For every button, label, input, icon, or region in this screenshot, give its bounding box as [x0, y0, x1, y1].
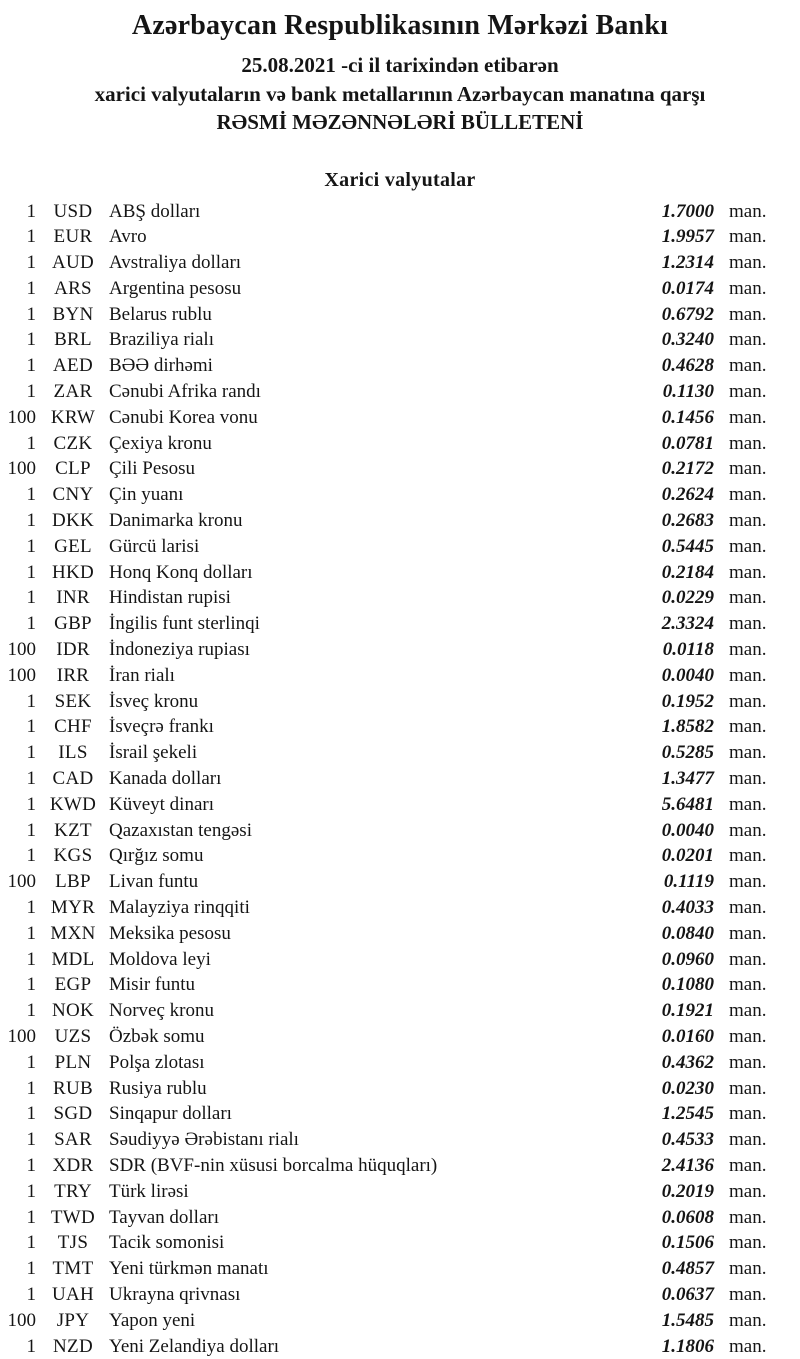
currency-name: Rusiya rublu: [109, 1077, 207, 1099]
currency-row: [0, 302, 800, 328]
currency-quantity: 1: [26, 1000, 36, 1022]
currency-name: İngilis funt sterlinqi: [109, 613, 260, 635]
currency-code: SGD: [53, 1103, 93, 1125]
currency-rate: 1.7000: [661, 200, 714, 222]
currency-name: İsrail şekeli: [109, 742, 198, 764]
currency-name: Belarus rublu: [109, 303, 212, 325]
currency-rate: 0.1921: [661, 1000, 714, 1022]
currency-row: [0, 843, 800, 869]
currency-unit-label: man.: [729, 303, 767, 325]
currency-name: Qırğız somu: [109, 845, 204, 867]
currency-rate: 2.4136: [661, 1154, 714, 1176]
currency-unit-label: man.: [729, 226, 767, 248]
currency-code: TMT: [52, 1258, 94, 1280]
currency-code: TRY: [54, 1180, 92, 1202]
currency-quantity: 1: [26, 1258, 36, 1280]
currency-row: [0, 1205, 800, 1231]
currency-name: Hindistan rupisi: [109, 587, 231, 609]
currency-row: [0, 1308, 800, 1334]
currency-name: Yeni Zelandiya dolları: [109, 1335, 280, 1357]
currency-code: MXN: [50, 922, 96, 944]
currency-quantity: 1: [26, 793, 36, 815]
currency-rate: 0.2184: [661, 561, 714, 583]
currency-name: Çin yuanı: [109, 484, 184, 506]
currency-unit-label: man.: [729, 639, 767, 661]
currency-quantity: 1: [26, 303, 36, 325]
currency-rate: 0.0118: [662, 639, 714, 661]
currency-name: SDR (BVF-nin xüsusi borcalma hüquqları): [109, 1154, 438, 1176]
currency-code: TJS: [57, 1232, 89, 1254]
currency-unit-label: man.: [729, 768, 767, 790]
currency-row: [0, 1230, 800, 1256]
currency-rate: 2.3324: [661, 613, 714, 635]
currency-quantity: 1: [26, 1077, 36, 1099]
currency-row: [0, 456, 800, 482]
currency-row: [0, 637, 800, 663]
currency-rate: 0.1506: [661, 1232, 714, 1254]
currency-unit-label: man.: [729, 561, 767, 583]
currency-name: Meksika pesosu: [109, 922, 231, 944]
currency-row: [0, 508, 800, 534]
currency-rate: 0.2683: [661, 510, 714, 532]
currency-unit-label: man.: [729, 406, 767, 428]
currency-rate: 0.0160: [661, 1026, 714, 1047]
currency-rate: 1.8582: [661, 716, 714, 738]
currency-unit-label: man.: [729, 1129, 767, 1151]
currency-quantity: 1: [26, 1335, 36, 1357]
currency-quantity: 1: [26, 922, 36, 944]
currency-unit-label: man.: [729, 355, 767, 377]
subject-line: xarici valyutaların və bank metallarının Azərbaycan manatına qarşı: [94, 81, 706, 106]
currency-rate: 0.5285: [661, 742, 714, 764]
currency-rate: 0.4857: [661, 1258, 714, 1280]
currency-rate: 0.4362: [661, 1051, 714, 1073]
currency-row: [0, 276, 800, 302]
currency-rate: 0.0229: [661, 587, 714, 609]
currency-quantity: 1: [26, 613, 36, 635]
currency-unit-label: man.: [729, 613, 767, 635]
currency-name: Polşa zlotası: [109, 1051, 205, 1073]
currency-name: Səudiyyə Ərəbistanı rialı: [109, 1129, 299, 1151]
currency-row: [0, 792, 800, 818]
currency-name: Braziliya rialı: [109, 329, 214, 351]
currency-code: CZK: [53, 432, 93, 454]
currency-code: LBP: [55, 871, 91, 893]
currency-quantity: 1: [26, 1103, 36, 1125]
currency-rate: 0.0201: [661, 845, 714, 867]
currency-quantity: 1: [26, 1180, 36, 1202]
currency-name: ABŞ dolları: [109, 200, 201, 222]
currency-code: BRL: [54, 329, 92, 351]
currency-rate: 0.0840: [661, 922, 714, 944]
currency-code: KZT: [54, 819, 92, 841]
currency-rate: 0.1119: [663, 871, 714, 893]
currency-rate: 0.2019: [661, 1180, 714, 1202]
currency-code: GEL: [54, 535, 92, 557]
currency-row: [0, 1256, 800, 1282]
currency-rate: 0.1952: [661, 690, 714, 712]
currency-rate: 1.1806: [661, 1335, 714, 1357]
currency-row: [0, 1127, 800, 1153]
currency-quantity: 100: [7, 1026, 36, 1047]
currency-name: Kanada dolları: [109, 768, 222, 790]
currency-code: INR: [56, 587, 90, 609]
currency-quantity: 1: [26, 252, 36, 274]
currency-code: NOK: [51, 1000, 95, 1022]
currency-row: [0, 611, 800, 637]
currency-name: Avro: [109, 226, 147, 248]
currency-name: Gürcü larisi: [109, 535, 200, 557]
currency-rate: 0.0960: [661, 948, 714, 970]
currency-code: XDR: [52, 1154, 94, 1176]
currency-name: Norveç kronu: [109, 1000, 214, 1022]
currency-unit-label: man.: [729, 484, 767, 506]
currency-code: NZD: [53, 1335, 93, 1357]
currency-row: [0, 947, 800, 973]
currency-row: [0, 921, 800, 947]
currency-row: [0, 1024, 800, 1050]
currency-rate: 0.0174: [661, 277, 714, 299]
currency-row: [0, 482, 800, 508]
currency-row: [0, 353, 800, 379]
currency-unit-label: man.: [729, 690, 767, 712]
currency-row: [0, 818, 800, 844]
currency-rate: 0.0040: [661, 819, 714, 841]
currency-name: Yapon yeni: [109, 1309, 196, 1331]
currency-quantity: 1: [26, 535, 36, 557]
currency-unit-label: man.: [729, 432, 767, 454]
currency-rate: 1.2545: [661, 1103, 714, 1125]
currency-row: [0, 1282, 800, 1308]
currency-name: Argentina pesosu: [109, 277, 242, 299]
currency-code: ZAR: [53, 381, 93, 403]
currency-name: Yeni türkmən manatı: [109, 1258, 269, 1280]
currency-unit-label: man.: [729, 252, 767, 274]
currency-quantity: 1: [26, 690, 36, 712]
currency-unit-label: man.: [729, 664, 767, 686]
currency-code: AUD: [51, 252, 95, 274]
currency-row: [0, 740, 800, 766]
currency-unit-label: man.: [729, 277, 767, 299]
currency-unit-label: man.: [729, 329, 767, 351]
section-title-foreign-currencies: Xarici valyutalar: [324, 168, 476, 191]
currency-row: [0, 224, 800, 250]
currency-rate: 0.3240: [661, 329, 714, 351]
currency-name: Özbək somu: [109, 1026, 205, 1047]
currency-row: [0, 972, 800, 998]
currency-name: Türk lirəsi: [109, 1180, 189, 1202]
currency-unit-label: man.: [729, 1335, 767, 1357]
currency-rate: 0.2624: [661, 484, 714, 506]
currency-unit-label: man.: [729, 819, 767, 841]
currency-quantity: 1: [26, 329, 36, 351]
currency-code: ILS: [58, 742, 88, 764]
currency-unit-label: man.: [729, 716, 767, 738]
currency-quantity: 1: [26, 948, 36, 970]
currency-code: IDR: [56, 639, 90, 661]
currency-code: TWD: [50, 1206, 96, 1228]
currency-rate: 0.1456: [661, 406, 714, 428]
currency-row: [0, 998, 800, 1024]
currency-code: IRR: [56, 664, 90, 686]
currency-name: İndoneziya rupiası: [109, 639, 250, 661]
currency-unit-label: man.: [729, 1051, 767, 1073]
currency-row: [0, 327, 800, 353]
currency-unit-label: man.: [729, 381, 767, 403]
currency-code: CNY: [52, 484, 94, 506]
currency-unit-label: man.: [729, 845, 767, 867]
currency-code: PLN: [54, 1051, 92, 1073]
currency-row: [0, 560, 800, 586]
currency-rate: 0.0637: [661, 1283, 714, 1305]
currency-quantity: 1: [26, 510, 36, 532]
currency-row: [0, 585, 800, 611]
currency-code: EUR: [53, 226, 93, 248]
currency-quantity: 1: [26, 561, 36, 583]
currency-quantity: 1: [26, 1232, 36, 1254]
currency-name: Cənubi Afrika randı: [109, 381, 261, 403]
currency-row: [0, 1076, 800, 1102]
currency-rate: 0.0230: [661, 1077, 714, 1099]
currency-code: ARS: [54, 277, 92, 299]
currency-unit-label: man.: [729, 742, 767, 764]
currency-code: HKD: [51, 561, 95, 583]
currency-quantity: 1: [26, 974, 36, 996]
bulletin-title-line: RƏSMİ MƏZƏNNƏLƏRİ BÜLLETENİ: [216, 110, 584, 134]
currency-code: DKK: [51, 510, 95, 532]
currency-name: Misir funtu: [109, 974, 196, 996]
currency-unit-label: man.: [729, 793, 767, 815]
currency-unit-label: man.: [729, 1077, 767, 1099]
currency-rate: 0.5445: [661, 535, 714, 557]
currency-unit-label: man.: [729, 871, 767, 893]
currency-name: Honq Konq dolları: [109, 561, 253, 583]
currency-quantity: 1: [26, 742, 36, 764]
currency-code: CHF: [54, 716, 92, 738]
currency-unit-label: man.: [729, 1103, 767, 1125]
currency-rate: 1.3477: [661, 768, 714, 790]
currency-quantity: 1: [26, 768, 36, 790]
currency-unit-label: man.: [729, 1000, 767, 1022]
currency-rate: 5.6481: [661, 793, 714, 815]
currency-name: Livan funtu: [109, 871, 199, 893]
currency-name: Sinqapur dolları: [109, 1103, 232, 1125]
currency-quantity: 1: [26, 226, 36, 248]
currency-quantity: 100: [7, 1309, 36, 1331]
currency-rates-table: [0, 199, 800, 1359]
currency-unit-label: man.: [729, 458, 767, 480]
bank-title: Azərbaycan Respublikasının Mərkəzi Bankı: [131, 10, 669, 41]
currency-rate: 0.0608: [661, 1206, 714, 1228]
currency-row: [0, 766, 800, 792]
currency-name: İran rialı: [109, 664, 175, 686]
currency-name: Tayvan dolları: [109, 1206, 219, 1228]
currency-code: BYN: [52, 303, 94, 325]
currency-row: [0, 714, 800, 740]
currency-quantity: 1: [26, 716, 36, 738]
currency-rate: 1.2314: [661, 252, 714, 274]
currency-code: MYR: [50, 897, 96, 919]
currency-row: [0, 663, 800, 689]
currency-unit-label: man.: [729, 535, 767, 557]
currency-row: [0, 1153, 800, 1179]
currency-rate: 0.4533: [661, 1129, 714, 1151]
currency-row: [0, 869, 800, 895]
currency-unit-label: man.: [729, 1180, 767, 1202]
currency-code: AED: [53, 355, 93, 377]
currency-name: BƏƏ dirhəmi: [109, 355, 213, 377]
currency-unit-label: man.: [729, 510, 767, 532]
currency-quantity: 1: [26, 819, 36, 841]
currency-code: MDL: [51, 948, 95, 970]
currency-quantity: 100: [7, 458, 36, 480]
currency-unit-label: man.: [729, 1026, 767, 1047]
currency-rate: 0.2172: [661, 458, 714, 480]
currency-quantity: 1: [26, 1129, 36, 1151]
currency-row: [0, 1101, 800, 1127]
currency-rate: 0.0781: [661, 432, 714, 454]
currency-rate: 1.9957: [661, 226, 714, 248]
currency-row: [0, 1179, 800, 1205]
currency-name: Küveyt dinarı: [109, 793, 215, 815]
effective-date-line: 25.08.2021 -ci il tarixindən etibarən: [241, 53, 559, 77]
currency-code: GBP: [54, 613, 92, 635]
currency-unit-label: man.: [729, 974, 767, 996]
currency-quantity: 1: [26, 432, 36, 454]
currency-name: İsveçrə frankı: [109, 716, 214, 738]
currency-quantity: 100: [7, 406, 36, 428]
currency-row: [0, 250, 800, 276]
currency-code: SEK: [54, 690, 92, 712]
currency-quantity: 1: [26, 1154, 36, 1176]
currency-name: Cənubi Korea vonu: [109, 406, 258, 428]
currency-quantity: 1: [26, 1051, 36, 1073]
currency-quantity: 1: [26, 845, 36, 867]
currency-name: Qazaxıstan tengəsi: [109, 819, 252, 841]
currency-unit-label: man.: [729, 1206, 767, 1228]
currency-code: UAH: [51, 1283, 95, 1305]
currency-row: [0, 431, 800, 457]
currency-unit-label: man.: [729, 922, 767, 944]
currency-rate: 0.1130: [662, 381, 714, 403]
currency-name: Moldova leyi: [109, 948, 211, 970]
currency-row: [0, 1050, 800, 1076]
currency-code: UZS: [54, 1026, 92, 1047]
currency-code: KRW: [50, 406, 96, 428]
currency-rate: 1.5485: [661, 1309, 714, 1331]
currency-quantity: 1: [26, 381, 36, 403]
currency-row: [0, 534, 800, 560]
currency-rate: 0.1080: [661, 974, 714, 996]
currency-unit-label: man.: [729, 587, 767, 609]
currency-rate: 0.4628: [661, 355, 714, 377]
currency-code: EGP: [54, 974, 92, 996]
currency-row: [0, 689, 800, 715]
currency-code: KGS: [53, 845, 93, 867]
currency-code: RUB: [53, 1077, 93, 1099]
currency-quantity: 1: [26, 200, 36, 222]
currency-name: Danimarka kronu: [109, 510, 243, 532]
currency-quantity: 1: [26, 1283, 36, 1305]
currency-quantity: 1: [26, 277, 36, 299]
currency-code: JPY: [56, 1309, 90, 1331]
currency-quantity: 100: [7, 639, 36, 661]
currency-code: SAR: [54, 1129, 92, 1151]
currency-code: CLP: [55, 458, 91, 480]
currency-name: Çexiya kronu: [109, 432, 212, 454]
currency-unit-label: man.: [729, 897, 767, 919]
currency-unit-label: man.: [729, 1283, 767, 1305]
currency-row: [0, 199, 800, 225]
currency-code: KWD: [49, 793, 97, 815]
currency-unit-label: man.: [729, 1154, 767, 1176]
currency-unit-label: man.: [729, 948, 767, 970]
currency-name: Malayziya rinqqiti: [109, 897, 250, 919]
currency-quantity: 1: [26, 1206, 36, 1228]
bulletin-header: [0, 0, 800, 137]
currency-unit-label: man.: [729, 1232, 767, 1254]
currency-row: [0, 1334, 800, 1359]
currency-unit-label: man.: [729, 1258, 767, 1280]
currency-unit-label: man.: [729, 1309, 767, 1331]
currency-name: Tacik somonisi: [109, 1232, 225, 1254]
currency-name: Avstraliya dolları: [109, 252, 242, 274]
currency-rate: 0.4033: [661, 897, 714, 919]
currency-row: [0, 379, 800, 405]
currency-quantity: 100: [7, 871, 36, 893]
currency-row: [0, 405, 800, 431]
currency-rate: 0.6792: [661, 303, 714, 325]
currency-quantity: 100: [7, 664, 36, 686]
currency-quantity: 1: [26, 484, 36, 506]
currency-row: [0, 895, 800, 921]
currency-code: CAD: [52, 768, 94, 790]
currency-code: USD: [53, 200, 93, 222]
currency-name: İsveç kronu: [109, 690, 199, 712]
currency-quantity: 1: [26, 355, 36, 377]
currency-name: Ukrayna qrivnası: [109, 1283, 241, 1305]
currency-rate: 0.0040: [661, 664, 714, 686]
currency-name: Çili Pesosu: [109, 458, 196, 480]
currency-unit-label: man.: [729, 200, 767, 222]
currency-quantity: 1: [26, 897, 36, 919]
currency-quantity: 1: [26, 587, 36, 609]
